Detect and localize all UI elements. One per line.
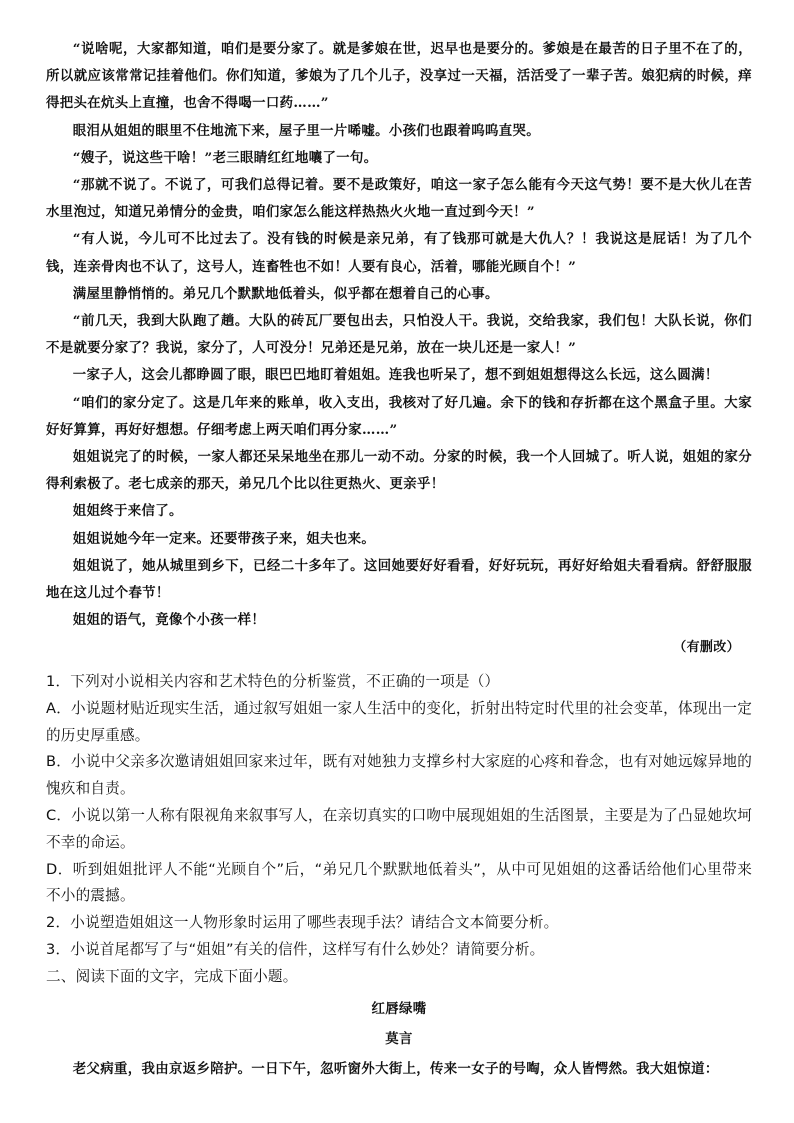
second-reading-title: 红唇绿嘴: [371, 1001, 427, 1017]
story-paragraph: 姐姐说她今年一定来。还要带孩子来，姐夫也来。: [72, 530, 376, 547]
second-reading: [46, 994, 752, 1084]
story-paragraph: 眼泪从姐姐的眼里不住地流下来，屋子里一片唏嘘。小孩们也跟着呜呜直哭。: [72, 122, 540, 139]
question-1: 1．下列对小说相关内容和艺术特色的分析鉴赏，不正确的一项是（）: [46, 673, 500, 690]
option-d: D．听到姐姐批评人不能“光顾自个”后，“弟兄几个默默地低着头”，从中可见姐姐的这番话给他们心里带来不小的震撼。: [46, 860, 752, 905]
option-b: B．小说中父亲多次邀请姐姐回家来过年，既有对她独力支撑乡村大家庭的心疼和眷念，也有对她远嫁异地的愧疚和自责。: [46, 753, 752, 798]
story-attribution: （有删改）: [673, 640, 740, 656]
story-paragraph: 姐姐的语气，竟像个小孩一样！: [72, 612, 266, 629]
story-paragraph: “前几天，我到大队跑了趟。大队的砖瓦厂要包出去，只怕没人干。我说，交给我家，我们包！大队长说，你们不是就要分家了？我说，家分了，人可没分！兄弟还是兄弟，放在一块儿还是一家人！”: [46, 313, 752, 357]
question-2: 2．小说塑造姐姐这一人物形象时运用了哪些表现手法？请结合文本简要分析。: [46, 914, 559, 932]
story-paragraph: 姐姐终于来信了。: [72, 503, 183, 520]
section-heading: 二、阅读下面的文字，完成下面小题。: [46, 967, 298, 985]
option-a: A．小说题材贴近现实生活，通过叙写姐姐一家人生活中的变化，折射出特定时代里的社会变革，体现出一定的历史厚重感。: [46, 699, 752, 744]
story-paragraph: “有人说，今儿可不比过去了。没有钱的时候是亲兄弟，有了钱那可就是大仇人？！我说这是屁话！为了几个钱，连亲骨肉也不认了，这号人，连畜牲也不如！人要有良心，活着，哪能光顾自个！”: [46, 231, 752, 275]
story-paragraph: 姐姐说完了的时候，一家人都还呆呆地坐在那儿一动不动。分家的时候，我一个人回城了。听人说，姐姐的家分得利索极了。老七成亲的那天，弟兄几个比以往更热火、更亲乎！: [46, 449, 752, 493]
story-paragraph: 满屋里静悄悄的。弟兄几个默默地低着头，似乎都在想着自己的心事。: [72, 285, 499, 302]
second-reading-author: 莫言: [385, 1031, 413, 1047]
second-reading-first-line: 老父病重，我由京返乡陪护。一日下午，忽听窗外大街上，传来一女子的号啕，众人皆愕然。我大姐惊道：: [72, 1061, 719, 1077]
story-paragraph: “咱们的家分定了。这是几年来的账单，收入支出，我核对了好几遍。余下的钱和存折都在这个黑盒子里。大家好好算算，再好好想想。仔细考虑上两天咱们再分家……”: [46, 394, 752, 438]
story-paragraph: 姐姐说了，她从城里到乡下，已经二十多年了。这回她要好好看看，好好玩玩，再好好给姐夫看看病。舒舒服服地在这儿过个春节！: [46, 557, 752, 602]
story-paragraph: “那就不说了。不说了，可我们总得记着。要不是政策好，咱这一家子怎么能有今天这气势！要不是大伙儿在苦水里泡过，知道兄弟情分的金贵，咱们家怎么能这样热热火火地一直过到今天！”: [46, 177, 752, 221]
option-c: C．小说以第一人称有限视角来叙事写人，在亲切真实的口吻中展现姐姐的生活图景，主要是为了凸显她坎坷不幸的命运。: [46, 806, 752, 851]
story-paragraph: 一家子人，这会儿都睁圆了眼，眼巴巴地盯着姐姐。连我也听呆了，想不到姐姐想得这么长远，这么圆满！: [72, 367, 719, 384]
story-text: [46, 36, 752, 662]
story-paragraph: “说啥呢，大家都知道，咱们是要分家了。就是爹娘在世，迟早也是要分的。爹娘是在最苦的日子里不在了的，所以就应该常常记挂着他们。你们知道，爹娘为了几个儿子，没享过一天福，活活受了一辈子苦。娘犯病的时候，痒得把头在炕头上直撞，也舍不得喝一口药……”: [46, 41, 752, 112]
question-3: 3．小说首尾都写了与“姐姐”有关的信件，这样写有什么妙处？请简要分析。: [46, 940, 545, 958]
story-paragraph: “嫂子，说这些干啥！”老三眼睛红红地嚷了一句。: [72, 149, 378, 166]
question-section: [46, 669, 752, 991]
